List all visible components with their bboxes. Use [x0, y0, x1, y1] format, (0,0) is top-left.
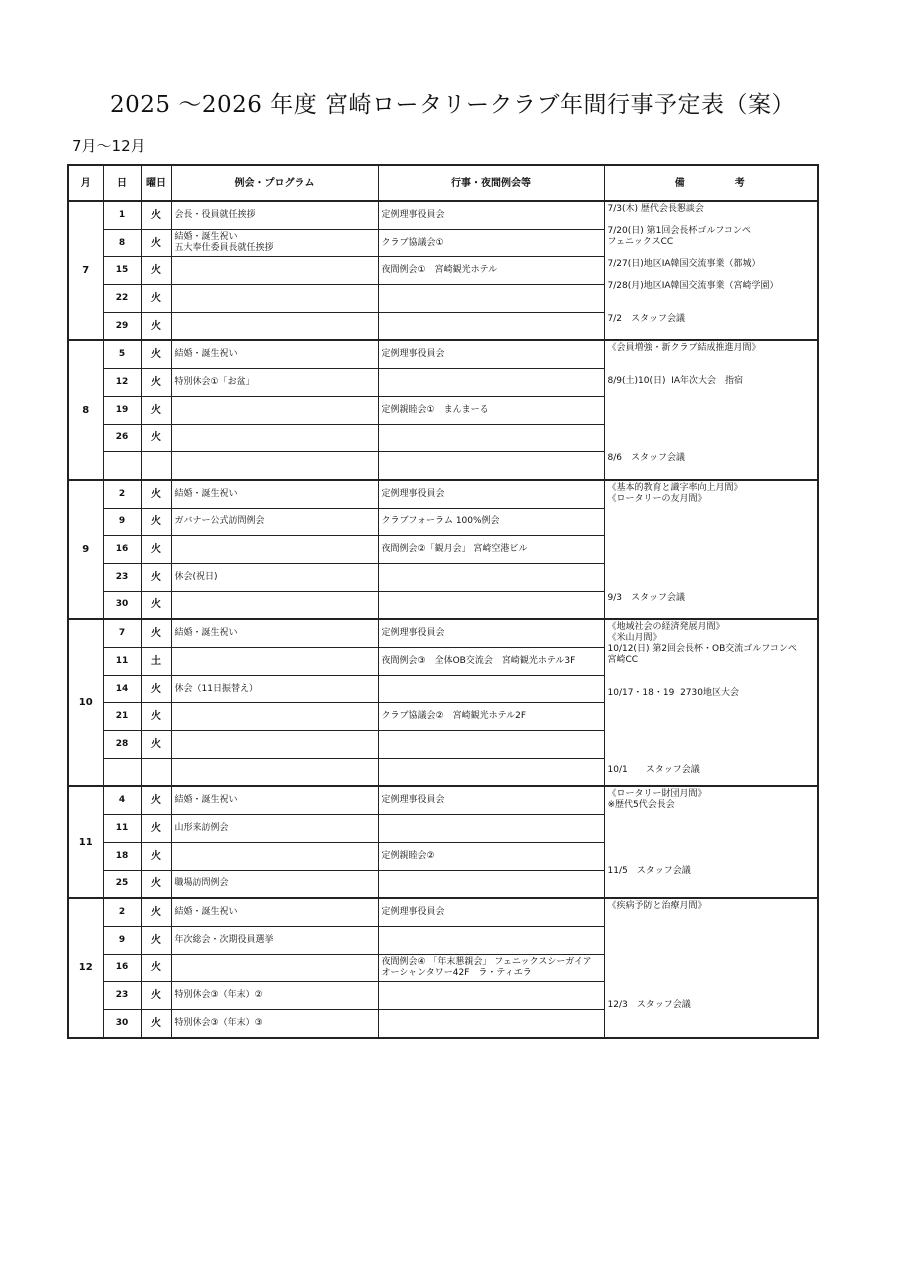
header-dow: 曜日 — [141, 165, 171, 201]
remark-line — [608, 505, 815, 516]
remark-line: 7/3(木) 歴代会長懇談会 — [607, 204, 704, 214]
event-line: 夜間例会④ 「年末懇親会」 フェニックスシーガイア — [381, 956, 592, 967]
remark-line: 7/28(月)地区IA韓国交流事業（宮崎学園） — [607, 281, 779, 291]
remark-line — [608, 934, 815, 945]
remark-line: 《米山月間》 — [607, 633, 662, 644]
weekday-cell: 火 — [141, 842, 171, 870]
program-line: 五大奉仕委員長就任挨拶 — [174, 243, 274, 254]
day-cell: 9 — [103, 508, 141, 536]
remark-line: 《基本的教育と識字率向上月間》 — [607, 482, 743, 493]
event-cell: 定例理事役員会 — [378, 619, 604, 647]
weekday-cell: 火 — [141, 312, 171, 340]
remark-line — [608, 365, 815, 376]
remark-line: 7/2 スタッフ会議 — [607, 314, 685, 324]
remark-line — [608, 303, 815, 314]
program-cell — [171, 758, 378, 786]
program-cell — [171, 703, 378, 731]
program-cell: 結婚・誕生祝い — [171, 480, 378, 508]
weekday-cell: 火 — [141, 508, 171, 536]
weekday-cell: 火 — [141, 257, 171, 285]
program-cell: 結婚・誕生祝い — [171, 619, 378, 647]
event-cell: 定例理事役員会 — [378, 201, 604, 229]
remark-line: 10/17・18・19 2730地区大会 — [607, 688, 739, 699]
remark-line — [608, 732, 815, 743]
weekday-cell: 火 — [141, 786, 171, 814]
schedule-body — [68, 201, 818, 1038]
weekday-cell: 火 — [141, 870, 171, 898]
header-event: 行事・夜間例会等 — [378, 165, 604, 201]
remark-line — [608, 978, 815, 989]
day-cell: 23 — [103, 563, 141, 591]
remark-line: フェニックスCC — [607, 237, 674, 247]
day-cell: 12 — [103, 369, 141, 397]
remark-line: 10/12(日) 第2回会長杯・OB交流ゴルフコンペ — [607, 644, 797, 655]
program-cell: ガバナー公式訪問例会 — [171, 508, 378, 536]
remark-line — [608, 844, 815, 855]
remarks-cell — [604, 480, 818, 619]
program-cell: 特別休会①「お盆」 — [171, 369, 378, 397]
remark-line — [608, 431, 815, 442]
event-cell: クラブ協議会② 宮崎観光ホテル2F — [378, 703, 604, 731]
remark-line — [608, 945, 815, 956]
weekday-cell: 火 — [141, 396, 171, 424]
remark-line — [608, 409, 815, 420]
remark-line — [608, 571, 815, 582]
remark-line: 12/3 スタッフ会議 — [607, 1000, 691, 1011]
program-cell: 結婚・誕生祝い — [171, 340, 378, 368]
program-cell: 年次総会・次期役員選挙 — [171, 926, 378, 954]
weekday-cell: 火 — [141, 229, 171, 257]
weekday-cell: 火 — [141, 285, 171, 313]
day-cell: 19 — [103, 396, 141, 424]
remark-line — [608, 699, 815, 710]
event-cell: 定例理事役員会 — [378, 480, 604, 508]
event-cell — [378, 982, 604, 1010]
remark-line: 《ロータリー財団月間》 — [607, 789, 707, 800]
program-cell: 休会（11日振替え） — [171, 675, 378, 703]
weekday-cell: 火 — [141, 536, 171, 564]
event-cell: 定例理事役員会 — [378, 898, 604, 926]
event-cell: 定例理事役員会 — [378, 340, 604, 368]
remark-line — [608, 398, 815, 409]
weekday-cell: 土 — [141, 648, 171, 676]
day-cell — [103, 452, 141, 480]
remark-line — [608, 822, 815, 833]
day-cell: 23 — [103, 982, 141, 1010]
program-cell: 特別休会③（年末）② — [171, 982, 378, 1010]
remark-line: 8/6 スタッフ会議 — [607, 453, 685, 464]
remark-line — [608, 923, 815, 934]
month-cell: 7 — [68, 201, 103, 340]
weekday-cell: 火 — [141, 731, 171, 759]
weekday-cell: 火 — [141, 815, 171, 843]
remark-line: 《地域社会の経済発展月間》 — [607, 622, 725, 633]
schedule-table — [67, 164, 819, 1039]
event-cell: クラブ協議会① — [378, 229, 604, 257]
remark-line — [608, 855, 815, 866]
event-cell — [378, 452, 604, 480]
day-cell: 15 — [103, 257, 141, 285]
weekday-cell: 火 — [141, 703, 171, 731]
program-cell — [171, 842, 378, 870]
remark-line — [608, 912, 815, 923]
day-cell: 16 — [103, 536, 141, 564]
event-cell: クラブフォーラム 100%例会 — [378, 508, 604, 536]
day-cell: 11 — [103, 815, 141, 843]
month-cell: 8 — [68, 340, 103, 479]
program-cell — [171, 954, 378, 982]
event-cell — [378, 285, 604, 313]
remark-line: 10/1 スタッフ会議 — [607, 765, 700, 776]
table-header-row — [68, 165, 818, 201]
remarks-cell — [604, 786, 818, 898]
remark-line: 9/3 スタッフ会議 — [607, 592, 685, 603]
remark-line — [608, 292, 815, 303]
program-cell — [171, 312, 378, 340]
remark-line — [608, 527, 815, 538]
weekday-cell: 火 — [141, 340, 171, 368]
remark-line: 宮崎CC — [607, 655, 639, 666]
event-cell — [378, 563, 604, 591]
program-cell — [171, 591, 378, 619]
program-cell — [171, 396, 378, 424]
day-cell: 14 — [103, 675, 141, 703]
weekday-cell: 火 — [141, 424, 171, 452]
program-cell — [171, 229, 378, 257]
event-cell — [378, 1009, 604, 1037]
event-cell — [378, 591, 604, 619]
header-month: 月 — [68, 165, 103, 201]
remark-line — [608, 582, 815, 593]
table-row — [68, 619, 818, 647]
event-cell — [378, 731, 604, 759]
month-cell: 12 — [68, 898, 103, 1037]
event-cell: 夜間例会③ 全体OB交流会 宮崎観光ホテル3F — [378, 648, 604, 676]
event-cell — [378, 675, 604, 703]
header-program: 例会・プログラム — [171, 165, 378, 201]
table-row — [68, 786, 818, 814]
remark-line — [608, 248, 815, 259]
event-cell — [378, 954, 604, 982]
remarks-cell — [604, 619, 818, 786]
program-cell — [171, 731, 378, 759]
event-cell — [378, 870, 604, 898]
day-cell — [103, 758, 141, 786]
weekday-cell: 火 — [141, 369, 171, 397]
event-cell — [378, 312, 604, 340]
remark-line — [608, 538, 815, 549]
weekday-cell — [141, 758, 171, 786]
program-cell: 特別休会③（年末）③ — [171, 1009, 378, 1037]
event-cell: 定例理事役員会 — [378, 786, 604, 814]
table-row — [68, 898, 818, 926]
day-cell: 29 — [103, 312, 141, 340]
remarks-cell — [604, 898, 818, 1037]
remark-line — [608, 754, 815, 765]
remark-line — [608, 270, 815, 281]
page-title: 2025 ～2026 年度 宮崎ロータリークラブ年間行事予定表（案） — [110, 92, 795, 118]
weekday-cell: 火 — [141, 591, 171, 619]
remark-line: 《疾病予防と治療月間》 — [607, 901, 707, 912]
event-cell — [378, 926, 604, 954]
remark-line — [608, 516, 815, 527]
program-line: 結婚・誕生祝い — [174, 232, 238, 243]
remark-line — [608, 956, 815, 967]
weekday-cell: 火 — [141, 675, 171, 703]
remark-line — [608, 710, 815, 721]
day-cell: 8 — [103, 229, 141, 257]
remark-line: 8/9(土)10(日) IA年次大会 指宿 — [607, 376, 744, 387]
remark-line — [608, 387, 815, 398]
day-cell: 5 — [103, 340, 141, 368]
remarks-cell — [604, 340, 818, 479]
weekday-cell: 火 — [141, 982, 171, 1010]
program-cell: 山形来訪例会 — [171, 815, 378, 843]
program-cell: 結婚・誕生祝い — [171, 898, 378, 926]
weekday-cell: 火 — [141, 201, 171, 229]
program-cell — [171, 536, 378, 564]
remark-line: ※歴代5代会長会 — [607, 800, 675, 811]
weekday-cell: 火 — [141, 1009, 171, 1037]
remark-line — [608, 811, 815, 822]
event-cell — [378, 815, 604, 843]
day-cell: 18 — [103, 842, 141, 870]
event-cell: 定例親睦会② — [378, 842, 604, 870]
remark-line: 11/5 スタッフ会議 — [607, 866, 691, 877]
month-cell: 10 — [68, 619, 103, 786]
remark-line — [608, 442, 815, 453]
program-cell: 休会(祝日) — [171, 563, 378, 591]
remark-line — [608, 420, 815, 431]
header-day: 日 — [103, 165, 141, 201]
remark-line — [608, 721, 815, 732]
remark-line — [608, 989, 815, 1000]
day-cell: 21 — [103, 703, 141, 731]
remarks-cell — [604, 201, 818, 340]
event-cell — [378, 424, 604, 452]
day-cell: 16 — [103, 954, 141, 982]
table-row — [68, 201, 818, 229]
event-cell — [378, 369, 604, 397]
event-cell: 夜間例会① 宮崎観光ホテル — [378, 257, 604, 285]
period-subtitle: 7月～12月 — [72, 137, 146, 155]
table-row — [68, 340, 818, 368]
remark-line — [608, 354, 815, 365]
event-line: オーシャンタワー42F ラ・ティエラ — [381, 967, 532, 978]
day-cell: 7 — [103, 619, 141, 647]
remark-line — [608, 967, 815, 978]
day-cell: 30 — [103, 591, 141, 619]
remark-line: 7/27(日)地区IA韓国交流事業（都城） — [607, 259, 761, 269]
program-cell — [171, 257, 378, 285]
weekday-cell: 火 — [141, 563, 171, 591]
program-cell — [171, 285, 378, 313]
weekday-cell: 火 — [141, 926, 171, 954]
weekday-cell: 火 — [141, 480, 171, 508]
day-cell: 22 — [103, 285, 141, 313]
weekday-cell: 火 — [141, 619, 171, 647]
day-cell: 9 — [103, 926, 141, 954]
day-cell: 2 — [103, 898, 141, 926]
remark-line — [608, 743, 815, 754]
program-cell — [171, 452, 378, 480]
remark-line: 《ロータリーの友月間》 — [607, 493, 707, 504]
day-cell: 1 — [103, 201, 141, 229]
weekday-cell: 火 — [141, 898, 171, 926]
day-cell: 28 — [103, 731, 141, 759]
remark-line — [608, 666, 815, 677]
weekday-cell: 火 — [141, 954, 171, 982]
program-cell — [171, 424, 378, 452]
table-row — [68, 480, 818, 508]
day-cell: 4 — [103, 786, 141, 814]
remark-line — [608, 677, 815, 688]
remark-line — [608, 215, 815, 226]
day-cell: 2 — [103, 480, 141, 508]
remark-line — [608, 560, 815, 571]
program-cell: 結婚・誕生祝い — [171, 786, 378, 814]
remark-line — [608, 549, 815, 560]
day-cell: 30 — [103, 1009, 141, 1037]
weekday-cell — [141, 452, 171, 480]
month-cell: 9 — [68, 480, 103, 619]
day-cell: 25 — [103, 870, 141, 898]
day-cell: 26 — [103, 424, 141, 452]
program-cell: 職場訪問例会 — [171, 870, 378, 898]
remark-line: 《会員増強・新クラブ結成推進月間》 — [607, 343, 761, 354]
event-cell: 夜間例会②「観月会」 宮崎空港ビル — [378, 536, 604, 564]
event-cell: 定例親睦会① まんまーる — [378, 396, 604, 424]
remark-line — [608, 833, 815, 844]
program-cell — [171, 648, 378, 676]
header-remarks: 備 考 — [604, 165, 818, 201]
day-cell: 11 — [103, 648, 141, 676]
event-cell — [378, 758, 604, 786]
remark-line: 7/20(日) 第1回会長杯ゴルフコンペ — [607, 226, 751, 236]
program-cell: 会長・役員就任挨拶 — [171, 201, 378, 229]
month-cell: 11 — [68, 786, 103, 898]
